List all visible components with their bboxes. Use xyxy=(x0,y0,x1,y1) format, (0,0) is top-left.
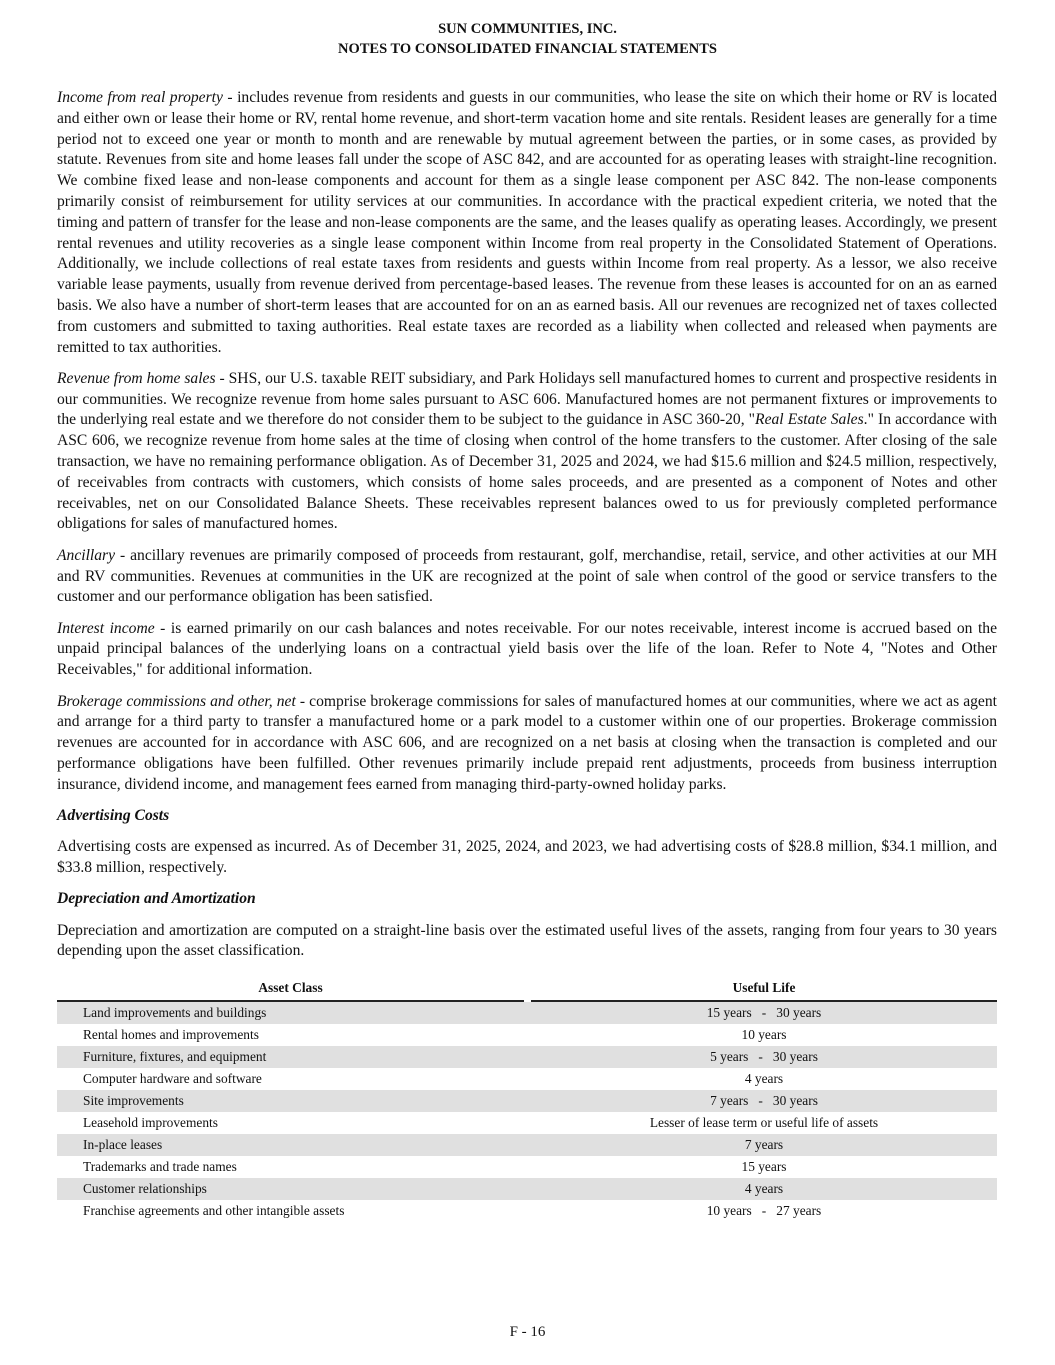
table-row xyxy=(57,1090,997,1112)
column-header-useful-life: Useful Life xyxy=(531,978,997,1002)
heading-depreciation: Depreciation and Amortization xyxy=(57,890,256,908)
table-row xyxy=(57,1002,997,1024)
paragraph-brokerage xyxy=(57,692,997,796)
document-subtitle: NOTES TO CONSOLIDATED FINANCIAL STATEMENTS xyxy=(338,41,717,57)
useful-life-cell: 15 years xyxy=(741,1159,787,1175)
column-gap xyxy=(524,1024,531,1046)
asset-class-cell: Site improvements xyxy=(57,1090,524,1112)
column-gap xyxy=(524,1002,531,1024)
term-lead: Revenue from home sales xyxy=(57,369,216,387)
paragraph-text: - is earned primarily on our cash balances and notes receivable. For our notes receivable, interest income is accrued based on the unpaid principal balances of the underlying loans on a contractual yield basis over the life of the loan. Refer to Note 4, "Notes and Other Receivables," for additional information. xyxy=(57,619,998,679)
column-header-asset-class: Asset Class xyxy=(57,978,524,1002)
column-gap xyxy=(524,1134,531,1156)
asset-class-cell: Land improvements and buildings xyxy=(57,1002,524,1024)
asset-class-cell: Franchise agreements and other intangible assets xyxy=(83,1203,345,1219)
heading-advertising-costs: Advertising Costs xyxy=(57,807,170,824)
useful-life-cell: 5 years - 30 years xyxy=(531,1046,997,1068)
company-name: SUN COMMUNITIES, INC. xyxy=(438,21,617,37)
paragraph-advertising: Advertising costs are expensed as incurred. As of December 31, 2025, 2024, and 2023, we had advertising costs of $28.8 million, $34.1 million, and $33.8 million, respectively. xyxy=(57,838,997,877)
column-gap xyxy=(524,1156,531,1178)
useful-life-cell: 7 years xyxy=(531,1134,997,1156)
asset-class-cell: Computer hardware and software xyxy=(83,1071,262,1087)
term-lead: Ancillary xyxy=(57,546,116,564)
table-row xyxy=(57,1068,997,1090)
useful-life-table xyxy=(57,978,997,1222)
page-header xyxy=(0,19,1055,59)
term-lead: Income from real property xyxy=(57,89,223,106)
term-lead: Interest income xyxy=(57,619,155,637)
column-gap xyxy=(524,1090,531,1112)
asset-class-cell: Trademarks and trade names xyxy=(83,1159,237,1175)
table-row xyxy=(57,1112,997,1134)
asset-class-cell: Rental homes and improvements xyxy=(83,1027,259,1043)
column-gap xyxy=(524,978,531,1002)
document-body xyxy=(57,88,997,1222)
paragraph-income-real-property xyxy=(57,88,997,358)
asset-class-cell: Leasehold improvements xyxy=(83,1115,218,1131)
useful-life-cell: 7 years - 30 years xyxy=(531,1090,997,1112)
paragraph-interest-income xyxy=(57,619,997,681)
useful-life-cell: 10 years - 27 years xyxy=(706,1203,822,1219)
column-gap xyxy=(524,1046,531,1068)
page-number: F - 16 xyxy=(509,1324,546,1340)
asset-class-cell: In-place leases xyxy=(57,1134,524,1156)
term-lead: Brokerage commissions and other, net xyxy=(57,692,296,710)
useful-life-cell: 10 years xyxy=(741,1027,787,1043)
column-gap xyxy=(524,1068,531,1090)
column-gap xyxy=(524,1200,531,1222)
useful-life-cell: Lesser of lease term or useful life of assets xyxy=(649,1115,879,1131)
asset-class-cell: Furniture, fixtures, and equipment xyxy=(57,1046,524,1068)
paragraph-depreciation: Depreciation and amortization are computed on a straight-line basis over the estimated useful lives of the assets, ranging from four years to 30 years depending upon the asset classification. xyxy=(57,921,997,960)
paragraph-text: - SHS, our U.S. taxable REIT subsidiary, and Park Holidays sell manufactured homes to current and prospective residents in our communities. We recognize revenue from home sales pursuant to ASC 606. Manufactured homes are not permanent fixtures or improvements to the underlying real estate and we therefore do not consider them to be subject to the guidance in ASC 360-20, " xyxy=(57,369,998,429)
paragraph-ancillary xyxy=(57,546,997,608)
column-gap xyxy=(524,1178,531,1200)
table-row xyxy=(57,1156,997,1178)
italic-reference: Real Estate Sales xyxy=(755,411,864,429)
table-row xyxy=(57,1200,997,1222)
table-row xyxy=(57,1134,997,1156)
useful-life-cell: 4 years xyxy=(744,1071,784,1087)
asset-class-cell: Customer relationships xyxy=(57,1178,524,1200)
paragraph-text: - ancillary revenues are primarily composed of proceeds from restaurant, golf, merchandise, retail, service, and other activities at our MH and RV communities. Revenues at communities in the UK are recognized at the point of sale when control of the good or service transfers to the customer and our performance obligation has been satisfied. xyxy=(57,546,997,606)
table-row xyxy=(57,1024,997,1046)
useful-life-cell: 15 years - 30 years xyxy=(531,1002,997,1024)
paragraph-text: - comprise brokerage commissions for sales of manufactured homes at our communities, where we act as agent and arrange for a third party to transfer a manufactured home or a park model to a customer within one of our properties. Brokerage commission revenues are accounted for in accordance with ASC 606, and are recognized on a net basis at closing when the transaction is completed and our performance obligations have been fulfilled. Other revenues primarily include prepaid rent adjustments, proceeds from business interruption insurance, dividend income, and management fees earned from managing third-party-owned holiday parks. xyxy=(57,692,997,793)
paragraph-text: - includes revenue from residents and guests in our communities, who lease the site on which their home or RV is located and either own or lease their home or RV, rental home revenue, and short-term vacation home and site rentals. Resident leases are generally for a time period not to exceed one year or month to month and are renewable by mutual agreement between the parties, or in some cases, as provided by statute. Revenues from site and home leases fall under the scope of ASC 842, and are accounted for as operating leases with straight-line recognition. We combine fixed lease and non-lease components and account for them as a single lease component per ASC 842. The non-lease components primarily consist of reimbursement for utility services at our communities. In accordance with the practical expedient criteria, we noted that the timing and pattern of transfer for the lease and non-lease components are the same, and the leases qualify as operating leases. Accordingly, we present rental revenues and utility recoveries as a single lease component within Income from real property in the Consolidated Statement of Operations. Additionally, we include collections of real estate taxes from residents and guests within Income from real property. As a lessor, we also receive variable lease payments, usually from revenue derived from percentage-based leases. The revenue from these leases is accounted for on an as earned basis. We also have a number of short-term leases that are accounted for on an as earned basis. All our revenues are recognized net of taxes collected from customers and submitted to taxing authorities. Real estate taxes are recorded as a liability when collected and released when payments are remitted to tax authorities. xyxy=(57,89,997,356)
column-gap xyxy=(524,1112,531,1134)
paragraph-home-sales xyxy=(57,369,997,535)
paragraph-text: ." In accordance with ASC 606, we recognize revenue from home sales at the time of closing when control of the home transfers to the customer. After closing of the sale transaction, we have no remaining performance obligation. As of December 31, 2025 and 2024, we had $15.6 million and $24.5 million, respectively, of receivables from contracts with customers, which consists of home sales proceeds, and are presented as a component of Notes and other receivables, net on our Consolidated Balance Sheets. These receivables represent balances owed to us for previously completed performance obligations for sales of manufactured homes. xyxy=(57,411,997,533)
useful-life-cell: 4 years xyxy=(531,1178,997,1200)
table-row xyxy=(57,1178,997,1200)
table-row xyxy=(57,1046,997,1068)
